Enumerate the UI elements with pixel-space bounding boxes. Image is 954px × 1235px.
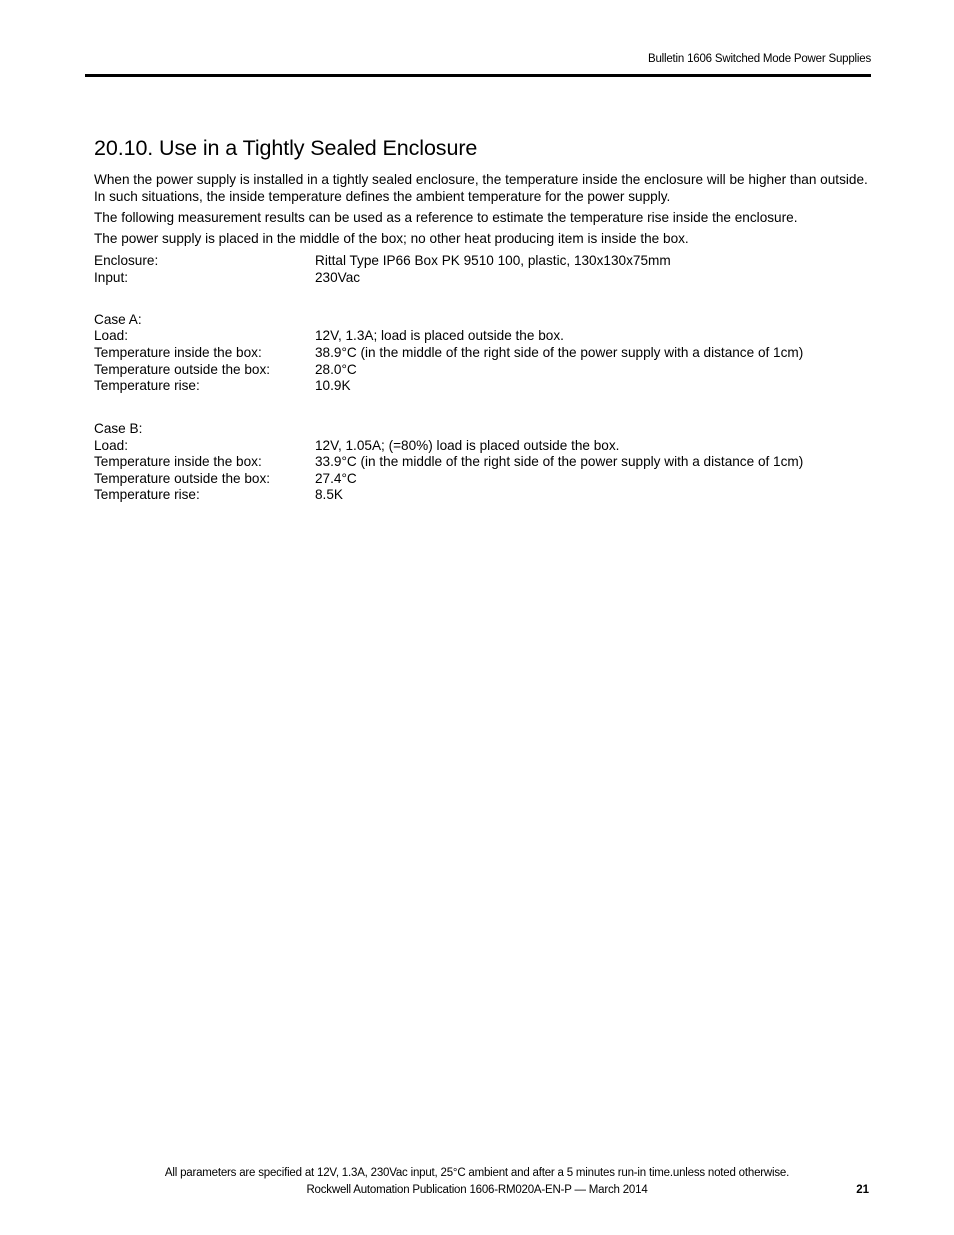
case-b-load-value: 12V, 1.05A; (=80%) load is placed outside the box. xyxy=(315,438,620,453)
running-header: Bulletin 1606 Switched Mode Power Supplies xyxy=(647,53,871,65)
footer-publication: Rockwell Automation Publication 1606-RM020A-EN-P — March 2014 xyxy=(306,1184,648,1196)
case-b-title: Case B: xyxy=(94,421,143,436)
input-value: 230Vac xyxy=(315,270,361,285)
case-b-temp-inside-label: Temperature inside the box: xyxy=(94,454,262,469)
case-b-temp-rise-label: Temperature rise: xyxy=(94,487,200,502)
case-a-temp-inside-value: 38.9°C (in the middle of the right side of the power supply with a distance of 1cm) xyxy=(315,345,804,360)
enclosure-row xyxy=(94,252,884,269)
case-a-temp-rise-value: 10.9K xyxy=(315,378,351,393)
case-b-load-row xyxy=(94,437,884,454)
case-a-load-row xyxy=(94,327,884,344)
input-row xyxy=(94,269,884,286)
footer-note: All parameters are specified at 12V, 1.3A, 230Vac input, 25°C ambient and after a 5 minutes run-in time.unless noted otherwise. xyxy=(164,1167,790,1179)
case-a-load-value: 12V, 1.3A; load is placed outside the box. xyxy=(315,328,564,343)
case-a-load-label: Load: xyxy=(94,328,129,343)
case-a-temp-inside-row xyxy=(94,344,884,361)
case-a-temp-outside-value: 28.0°C xyxy=(315,362,357,377)
case-b-temp-inside-value: 33.9°C (in the middle of the right side of the power supply with a distance of 1cm) xyxy=(315,454,804,469)
case-b-temp-outside-row xyxy=(94,470,884,487)
case-a-temp-outside-row xyxy=(94,361,884,378)
case-b-temp-rise-value: 8.5K xyxy=(315,487,343,502)
case-a-title: Case A: xyxy=(94,312,142,327)
case-a-temp-rise-row xyxy=(94,377,884,394)
enclosure-value: Rittal Type IP66 Box PK 9510 100, plastic, 130x130x75mm xyxy=(315,253,671,268)
section-title: 20.10. Use in a Tightly Sealed Enclosure xyxy=(94,136,478,160)
case-b-temp-outside-label: Temperature outside the box: xyxy=(94,471,271,486)
case-a-temp-rise-label: Temperature rise: xyxy=(94,378,200,393)
enclosure-label: Enclosure: xyxy=(94,253,159,268)
intro-paragraph: When the power supply is installed in a tightly sealed enclosure, the temperature inside the enclosure will be higher than outside. In such situations, the inside temperature defines the ambient temperature for the power supply. xyxy=(94,172,868,204)
page-number: 21 xyxy=(856,1184,869,1196)
case-b-temp-outside-value: 27.4°C xyxy=(315,471,357,486)
reference-paragraph: The following measurement results can be used as a reference to estimate the temperature rise inside the enclosure. xyxy=(94,210,798,225)
case-b-temp-rise-row xyxy=(94,486,884,503)
header-rule xyxy=(85,74,871,77)
case-b-temp-inside-row xyxy=(94,453,884,470)
input-label: Input: xyxy=(94,270,129,285)
case-b-load-label: Load: xyxy=(94,438,129,453)
case-a-temp-inside-label: Temperature inside the box: xyxy=(94,345,262,360)
case-a-temp-outside-label: Temperature outside the box: xyxy=(94,362,271,377)
placement-paragraph: The power supply is placed in the middle of the box; no other heat producing item is inside the box. xyxy=(94,231,689,246)
